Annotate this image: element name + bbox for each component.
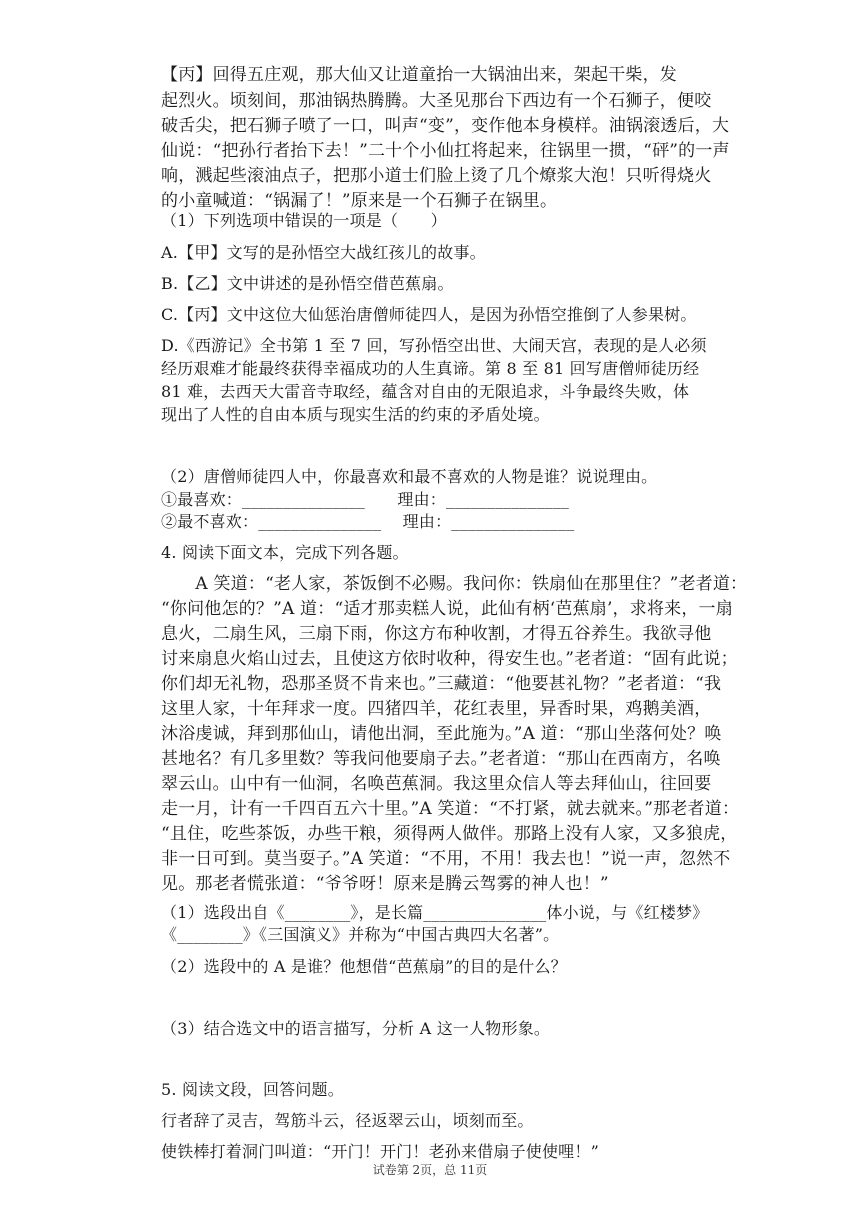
q3-option-d-line: 81 难，去西天大雷音寺取经，蕴含对自由的无限追求，斗争最终失败，体 [161,382,690,401]
q4-passage-line: 沐浴虔诚，拜到那仙山，请他出洞，至此施为。”A 道：“那山坐落何处？唤 [161,724,722,744]
passage-bing-line: 的小童喊道：“锅漏了！”原来是一个石狮子在锅里。 [161,191,558,211]
passage-bing-line: 破舌尖，把石狮子喷了一口，叫声“变”，变作他本身模样。油锅滚透后，大 [161,116,730,136]
q4-passage-line: 甚地名？有几多里数？等我问他要扇子去。”老者道：“那山在西南方，名唤 [161,749,721,769]
q4-passage-line: 走一月，计有一千四百五六十里。”A 笑道：“不打紧，就去就来。”那老者道： [161,799,740,819]
q3-option-b: B.【乙】文中讲述的是孙悟空借芭蕉扇。 [161,274,454,293]
q4-passage-line: 翠云山。山中有一仙洞，名唤芭蕉洞。我这里众信人等去拜仙山，往回要 [161,774,712,794]
q4-heading: 4. 阅读下面文本，完成下列各题。 [161,543,409,562]
q5-passage-line: 行者辞了灵吉，驾筋斗云，径返翠云山，顷刻而至。 [161,1111,534,1130]
q4-sub2-prompt: （2）选段中的 A 是谁？他想借“芭蕉扇”的目的是什么？ [161,957,567,976]
q3-option-c: C.【丙】文中这位大仙惩治唐僧师徒四人，是因为孙悟空推倒了人参果树。 [161,305,697,324]
q3-option-d-line: 经历艰难才能最终获得幸福成功的人生真谛。第 8 至 81 回写唐僧师徒历经 [161,359,700,378]
q4-sub3-prompt: （3）结合选文中的语言描写，分析 A 这一人物形象。 [161,1019,551,1038]
passage-bing-line: 仙说：“把孙行者抬下去！”二十个小仙扛将起来，往锅里一掼，“砰”的一声 [161,141,730,161]
q4-sub1-line: （1）选段出自《________》，是长篇_______________体小说，与《红楼梦》 [161,903,709,922]
q4-passage-line: “你问他怎的？”A 道：“适才那卖糕人说，此仙有柄‘芭蕉扇’，求将来，一扇 [161,599,733,619]
page-footer: 试卷第 2页，总 11页 [372,1163,488,1177]
q4-passage-line: 讨来扇息火焰山过去，且使这方依时收种，得安生也。”老者道：“固有此说； [161,649,738,669]
q4-passage-line: 你们却无礼物，恐那圣贤不肯来也。”三藏道：“他要甚礼物？”老者道：“我 [161,674,722,694]
q4-passage-line: 息火，二扇生风，三扇下雨，你这方布种收割，才得五谷养生。我欲寻他 [161,624,712,644]
q3-favorite-line: ①最喜欢：_______________ 理由：_______________ [161,490,570,509]
passage-bing-line: 【丙】回得五庄观，那大仙又让道童抬一大锅油出来，架起干柴，发 [161,65,677,85]
q3-sub1-prompt: （1）下列选项中错误的一项是（ ） [161,211,447,230]
q3-least-favorite-line: ②最不喜欢：_______________ 理由：_______________ [161,512,575,531]
q3-sub2-prompt: （2）唐僧师徒四人中，你最喜欢和最不喜欢的人物是谁？说说理由。 [161,467,658,486]
passage-bing-line: 响，溅起些滚油点子，把那小道士们脸上烫了几个燎浆大泡！只听得烧火 [161,166,712,186]
passage-bing-line: 起烈火。顷刻间，那油锅热腾腾。大圣见那台下西边有一个石狮子，便咬 [161,91,712,111]
q5-passage-line: 使铁棒打着洞门叫道：“开门！开门！老孙来借扇子使使哩！” [161,1142,599,1161]
q4-passage-line: 见。那老者慌张道：“爷爷呀！原来是腾云驾雾的神人也！” [161,874,609,894]
q4-sub1-line: 《________》《三国演义》并称为“中国古典四大名著”。 [161,925,560,944]
q4-passage-line: A 笑道：“老人家，茶饭倒不必赐。我问你：铁扇仙在那里住？”老者道： [161,574,748,594]
q4-passage-line: 这里人家，十年拜求一度。四猪四羊，花红表里，异香时果，鸡鹅美酒， [161,699,712,719]
q3-option-d-line: 现出了人性的自由本质与现实生活的约束的矛盾处境。 [161,405,550,424]
q5-heading: 5. 阅读文段，回答问题。 [161,1080,344,1099]
q3-option-a: A.【甲】文写的是孙悟空大战红孩儿的故事。 [161,243,486,262]
q4-passage-line: “且住，吃些茶饭，办些干粮，须得两人做伴。那路上没有人家，又多狼虎， [161,824,738,844]
q3-option-d-line: D.《西游记》全书第 1 至 7 回，写孙悟空出世、大闹天宫，表现的是人必须 [161,336,707,355]
q4-passage-line: 非一日可到。莫当耍子。”A 笑道：“不用，不用！我去也！”说一声，忽然不 [161,849,731,869]
